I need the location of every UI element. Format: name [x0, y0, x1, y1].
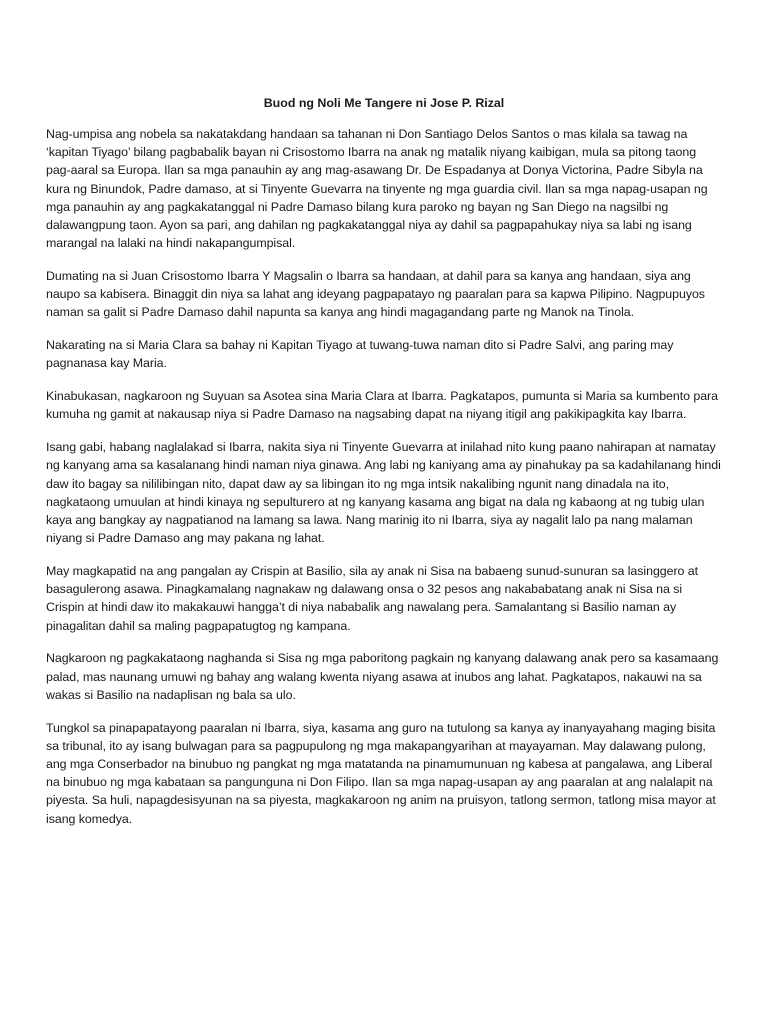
- paragraph-maria-clara: Nakarating na si Maria Clara sa bahay ni Kapitan Tiyago at tuwang-tuwa naman dito si Padre Salvi, ang paring may pagnanasa kay Maria.: [46, 338, 674, 371]
- paragraph-dumating-ibarra: Dumating na si Juan Crisostomo Ibarra Y Magsalin o Ibarra sa handaan, at dahil para sa kanya ang handaan, siya ang naupo sa kabisera. Binaggit din niya sa lahat ang ideyang pagpapatayo ng paaralan para sa kapwa Pilipino. Nagpupuyos naman sa galit si Padre Damaso dahil napunta sa kanya ang hindi magagandang parte ng Manok na Tinola.: [46, 269, 705, 320]
- paragraph-paaralan: Tungkol sa pinapapatayong paaralan ni Ibarra, siya, kasama ang guro na tutulong sa kanya ay inanyayahang maging bisita sa tribunal, ito ay isang bulwagan para sa pagpupulong ng mga makapangyarihan at mayayaman. May dalawang pulong, ang mga Conserbador na binubuo ng pangkat ng mga matatanda na pinamumunuan ng kabesa at pangalawa, ang Liberal na binubuo ng mga kabataan sa pangunguna ni Don Filipo. Ilan sa mga napag-usapan ay ang paaralan at ang nalalapit na piyesta. Sa huli, napagdesisyunan na sa piyesta, magkakaroon ng anim na pruisyon, tatlong sermon, tatlong misa mayor at isang komedya.: [46, 720, 716, 826]
- paragraph-sisa: Nagkaroon ng pagkakataong naghanda si Sisa ng mga paboritong pagkain ng kanyang dalawang anak pero sa kasamaang palad, mas naunang umuwi ng bahay ang walang kwenta niyang asawa at inubos ang lahat. Pagkatapos, nakauwi na sa wakas si Basilio na nadaplisan ng bala sa ulo.: [46, 651, 719, 702]
- paragraph-crispin-basilio: May magkapatid na ang pangalan ay Crispin at Basilio, sila ay anak ni Sisa na babaeng sunud-sunuran sa lasinggero at basagulerong asawa. Pinagkamalang nagnakaw ng dalawang onsa o 32 pesos ang nakababatang anak ni Sisa na si Crispin at hindi daw ito makakauwi hangga’t di niya nababalik ang nawalang pera. Samalantang si Basilio naman ay pinagalitan dahil sa maling pagpapatugtog ng kampana.: [46, 564, 699, 633]
- paragraph-kinabukasan: Kinabukasan, nagkaroon ng Suyuan sa Asotea sina Maria Clara at Ibarra. Pagkatapos, pumunta si Maria sa kumbento para kumuha ng gamit at nakausap niya si Padre Damaso na nagsabing dapat na niyang itigil ang pakikipagkita kay Ibarra.: [46, 389, 718, 422]
- document-title: Buod ng Noli Me Tangere ni Jose P. Rizal: [263, 96, 505, 110]
- paragraph-isang-gabi: Isang gabi, habang naglalakad si Ibarra, nakita siya ni Tinyente Guevarra at inilahad nito kung paano nahirapan at namatay ng kanyang ama sa kasalanang hindi naman niya ginawa. Ang labi ng kaniyang ama ay pinahukay pa sa kadahilanang hindi daw ito bagay sa nililibingan nito, dapat daw ay sa libingan ito ng mga intsik nakalibing ngunit nang dinadala na ito, nagkataong umuulan at hindi kinaya ng sepulturero at ng kanyang kasama ang bigat na dala ng kabaong at ng tubig ulan kaya ang bangkay ay nagpatianod na lamang sa lawa. Nang marinig ito ni Ibarra, siya ay nagalit lalo pa nang malaman niyang si Padre Damaso ang may pakana ng lahat.: [46, 440, 721, 546]
- paragraph-handaan: Nag-umpisa ang nobela sa nakatakdang handaan sa tahanan ni Don Santiago Delos Santos o mas kilala sa tawag na ‘kapitan Tiyago’ bilang pagbabalik bayan ni Crisostomo Ibarra na anak ng matalik niyang kaibigan, mula sa pitong taong pag-aaral sa Europa. Ilan sa mga panauhin ay ang mag-asawang Dr. De Espadanya at Donya Victorina, Padre Sibyla na kura ng Binundok, Padre damaso, at si Tinyente Guevarra na tinyente ng mga guardia civil. Ilan sa mga napag-usapan ng mga panauhin ay ang pagkakatanggal ni Padre Damaso bilang kura paroko ng bayan ng San Diego na nagsilbi ng dalawangpung taon. Ayon sa pari, ang dahilan ng pagkakatanggal niya ay dahil sa pagpapahukay niya sa labi ng isang marangal na lalaki na hindi nakapangumpisal.: [46, 127, 708, 251]
